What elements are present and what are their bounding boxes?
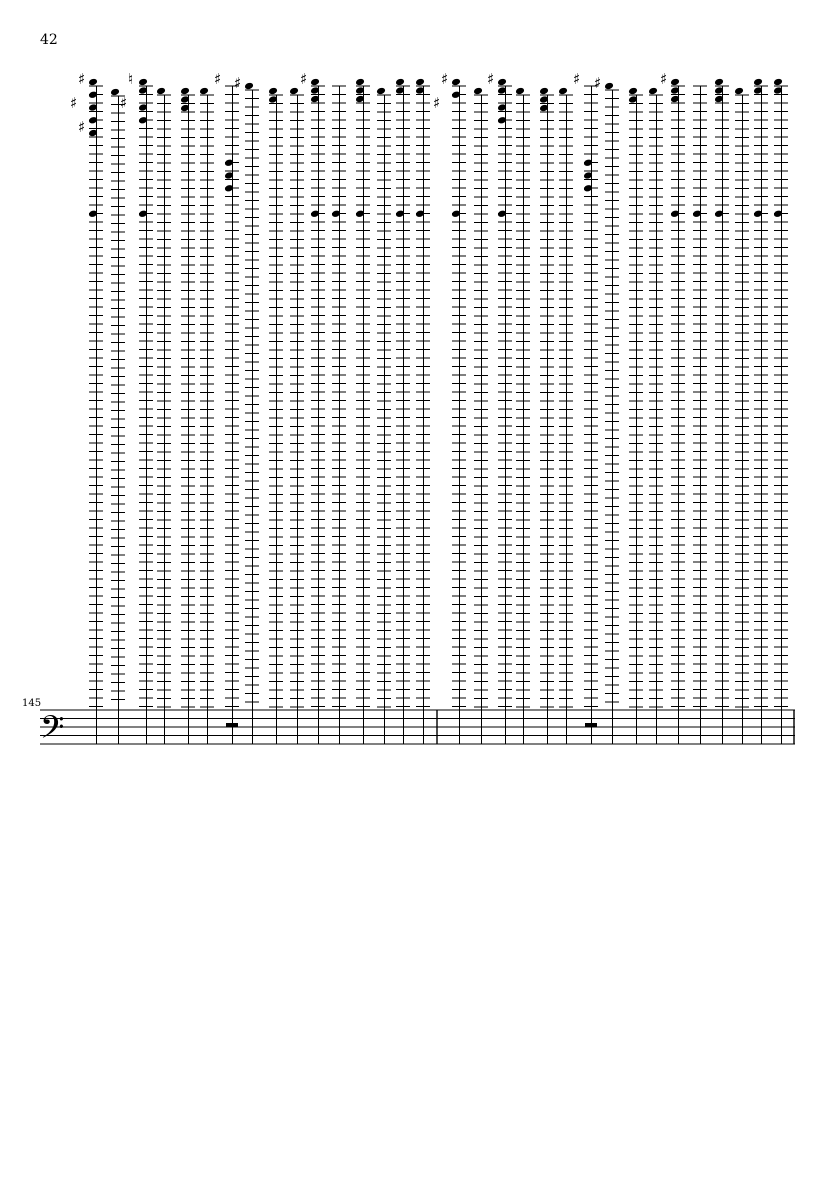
chord-column bbox=[433, 70, 466, 744]
chord-column bbox=[289, 87, 304, 744]
note-head bbox=[138, 78, 148, 87]
bass-clef-glyph: 𝄢 bbox=[40, 709, 65, 753]
chord-column bbox=[395, 78, 410, 744]
note-head bbox=[88, 78, 98, 87]
note-head bbox=[110, 88, 120, 97]
sharp-icon: ♯ bbox=[214, 70, 222, 88]
chord-column bbox=[214, 70, 242, 744]
chord-column bbox=[487, 70, 512, 744]
chord-column bbox=[376, 87, 391, 744]
note-head bbox=[497, 78, 507, 87]
sharp-icon: ♯ bbox=[660, 70, 668, 88]
note-head bbox=[289, 87, 299, 96]
note-head bbox=[244, 82, 254, 91]
sharp-icon: ♯ bbox=[78, 118, 86, 136]
chord-column bbox=[110, 88, 128, 744]
note-head bbox=[180, 87, 190, 96]
bass-clef-icon bbox=[40, 709, 64, 753]
chord-column bbox=[473, 87, 488, 744]
chord-column bbox=[268, 87, 283, 744]
chord-column bbox=[415, 78, 430, 744]
chord-column bbox=[120, 70, 153, 744]
chord-column bbox=[355, 78, 370, 744]
sharp-icon: ♯ bbox=[234, 74, 242, 92]
note-head bbox=[670, 78, 680, 87]
note-head bbox=[395, 78, 405, 87]
bass-staff bbox=[40, 710, 795, 744]
whole-rest bbox=[585, 723, 597, 727]
chord-column bbox=[773, 78, 788, 744]
sharp-icon: ♯ bbox=[594, 74, 602, 92]
chord-column bbox=[180, 87, 195, 744]
note-head bbox=[515, 87, 525, 96]
chord-column bbox=[734, 87, 749, 744]
sharp-icon: ♯ bbox=[300, 70, 308, 88]
chord-column bbox=[70, 70, 103, 744]
note-head bbox=[773, 78, 783, 87]
note-head bbox=[451, 78, 461, 87]
sharp-icon: ♯ bbox=[441, 70, 449, 88]
note-head bbox=[199, 87, 209, 96]
sharp-icon: ♯ bbox=[487, 70, 495, 88]
note-head bbox=[628, 87, 638, 96]
whole-rest bbox=[226, 723, 238, 727]
sharp-icon: ♯ bbox=[433, 94, 441, 112]
note-head bbox=[753, 78, 763, 87]
sharp-icon: ♯ bbox=[78, 70, 86, 88]
note-head bbox=[310, 78, 320, 87]
note-head bbox=[473, 87, 483, 96]
chord-column bbox=[515, 87, 530, 744]
sharp-icon: ♯ bbox=[573, 70, 581, 88]
chord-column bbox=[628, 87, 643, 744]
note-head bbox=[734, 87, 744, 96]
chord-column bbox=[692, 86, 707, 744]
note-head bbox=[714, 78, 724, 87]
note-head bbox=[604, 82, 614, 91]
chord-column bbox=[199, 87, 214, 744]
measure-number: 145 bbox=[22, 698, 42, 709]
chord-column bbox=[660, 70, 685, 744]
note-head bbox=[539, 87, 549, 96]
note-head bbox=[415, 78, 425, 87]
note-columns bbox=[70, 70, 788, 744]
chord-column bbox=[648, 87, 663, 744]
chord-column bbox=[573, 70, 598, 744]
note-head bbox=[648, 87, 658, 96]
note-head bbox=[355, 78, 365, 87]
chord-column bbox=[558, 87, 573, 744]
page-number: 42 bbox=[40, 32, 58, 48]
note-head bbox=[376, 87, 386, 96]
chord-column bbox=[714, 78, 729, 744]
sharp-icon: ♯ bbox=[70, 94, 78, 112]
chord-column bbox=[539, 87, 554, 744]
note-head bbox=[156, 87, 166, 96]
note-head bbox=[558, 87, 568, 96]
chord-column bbox=[156, 87, 171, 744]
natural-icon: ♮ bbox=[128, 70, 134, 88]
sharp-icon: ♯ bbox=[120, 94, 128, 112]
chord-column bbox=[753, 78, 768, 744]
chord-column bbox=[331, 86, 346, 744]
note-head bbox=[268, 87, 278, 96]
